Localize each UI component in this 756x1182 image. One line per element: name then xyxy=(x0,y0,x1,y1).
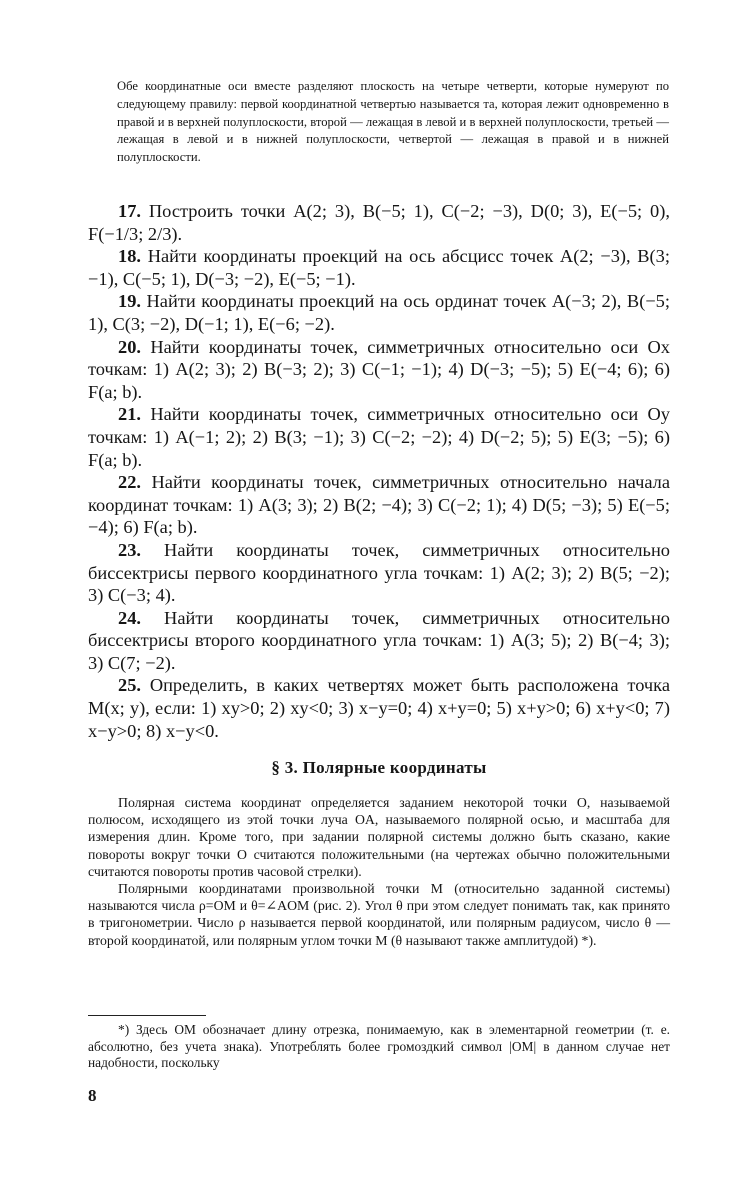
problem-text: Найти координаты точек, симметричных относительно биссектрисы второго координатного угла точкам: 1) A(3; 5); 2) B(−4; 3); 3) C(7; −2). xyxy=(88,607,670,673)
problem-text: Найти координаты проекций на ось абсцисс точек A(2; −3), B(3; −1), C(−5; 1), D(−3; −2), E(−5; −1). xyxy=(88,246,670,289)
body-paragraph: Полярными координатами произвольной точки M (относительно заданной системы) называются числа ρ=OM и θ=∠AOM (рис. 2). Угол θ при этом следует понимать так, как принято в тригонометрии. Число ρ называется первой координатой, или полярным радиусом, число θ — второй координатой, или полярным углом точки M (θ называют также амплитудой) *). xyxy=(88,881,670,948)
problem-20 xyxy=(88,336,670,404)
problem-number: 23. xyxy=(118,539,141,560)
problem-22 xyxy=(88,471,670,539)
problem-number: 21. xyxy=(118,404,141,425)
problem-23 xyxy=(88,539,670,607)
intro-paragraph: Обе координатные оси вместе разделяют плоскость на четыре четверти, которые нумеруют по следующему правилу: первой координатной четвертью называется та, которая лежит одновременно в правой и в верхней полуплоскости, второй — лежащая в левой и в верхней полуплоскости, третьей — лежащая в левой и в нижней полуплоскости, четвертой — лежащая в правой и в нижней полуплоскости. xyxy=(117,79,669,165)
footnote-divider xyxy=(88,1015,206,1016)
page-number: 8 xyxy=(88,1086,97,1105)
problem-24 xyxy=(88,607,670,675)
footnote: *) Здесь OM обозначает длину отрезка, понимаемую, как в элементарной геометрии (т. е. абсолютно, без учета знака). Употреблять более громоздкий символ |OM| в данном случае нет надобности, поскольку xyxy=(88,1022,670,1071)
problem-number: 19. xyxy=(118,291,141,312)
problem-18 xyxy=(88,245,670,290)
section-title: § 3. Полярные координаты xyxy=(271,758,487,777)
polar-coordinates-section xyxy=(88,794,670,949)
problem-number: 18. xyxy=(118,246,141,267)
problem-text: Построить точки A(2; 3), B(−5; 1), C(−2; −3), D(0; 3), E(−5; 0), F(−1/3; 2/3). xyxy=(88,201,670,244)
problem-text: Определить, в каких четвертях может быть расположена точка M(x; y), если: 1) xy>0; 2) xy<0; 3) x−y=0; 4) x+y=0; 5) x+y>0; 6) x+y<0; 7) x−y>0; 8) x−y<0. xyxy=(88,675,670,741)
problem-text: Найти координаты точек, симметричных относительно оси Ox точкам: 1) A(2; 3); 2) B(−3; 2); 3) C(−1; −1); 4) D(−3; −5); 5) E(−4; 6); 6) F(a; b). xyxy=(88,336,670,402)
body-paragraph: Полярная система координат определяется заданием некоторой точки O, называемой полюсом, исходящего из этой точки луча OA, называемого полярной осью, и масштаба для измерения длин. Кроме того, при задании полярной системы должно быть сказано, какие повороты вокруг точки O считаются положительными (на чертежах обычно положительными считаются повороты против часовой стрелки). xyxy=(88,795,670,879)
problem-number: 17. xyxy=(118,201,141,221)
problem-number: 22. xyxy=(118,472,141,493)
problem-25 xyxy=(88,674,670,742)
problem-number: 24. xyxy=(118,607,141,628)
problem-text: Найти координаты проекций на ось ординат точек A(−3; 2), B(−5; 1), C(3; −2), D(−1; 1), E(−6; −2). xyxy=(88,291,670,334)
problem-text: Найти координаты точек, симметричных относительно начала координат точкам: 1) A(3; 3); 2) B(2; −4); 3) C(−2; 1); 4) D(5; −3); 5) E(−5; −4); 6) F(a; b). xyxy=(88,472,670,538)
problem-number: 20. xyxy=(118,336,141,357)
problem-21 xyxy=(88,403,670,471)
problem-number: 25. xyxy=(118,675,141,696)
problem-text: Найти координаты точек, симметричных относительно оси Oy точкам: 1) A(−1; 2); 2) B(3; −1); 3) C(−2; −2); 4) D(−2; 5); 5) E(3; −5); 6) F(a; b). xyxy=(88,404,670,470)
problem-list xyxy=(88,200,670,742)
problem-19 xyxy=(88,290,670,335)
problem-text: Найти координаты точек, симметричных относительно биссектрисы первого координатного угла точкам: 1) A(2; 3); 2) B(5; −2); 3) C(−3; 4). xyxy=(88,539,670,606)
problem-17 xyxy=(88,200,670,245)
